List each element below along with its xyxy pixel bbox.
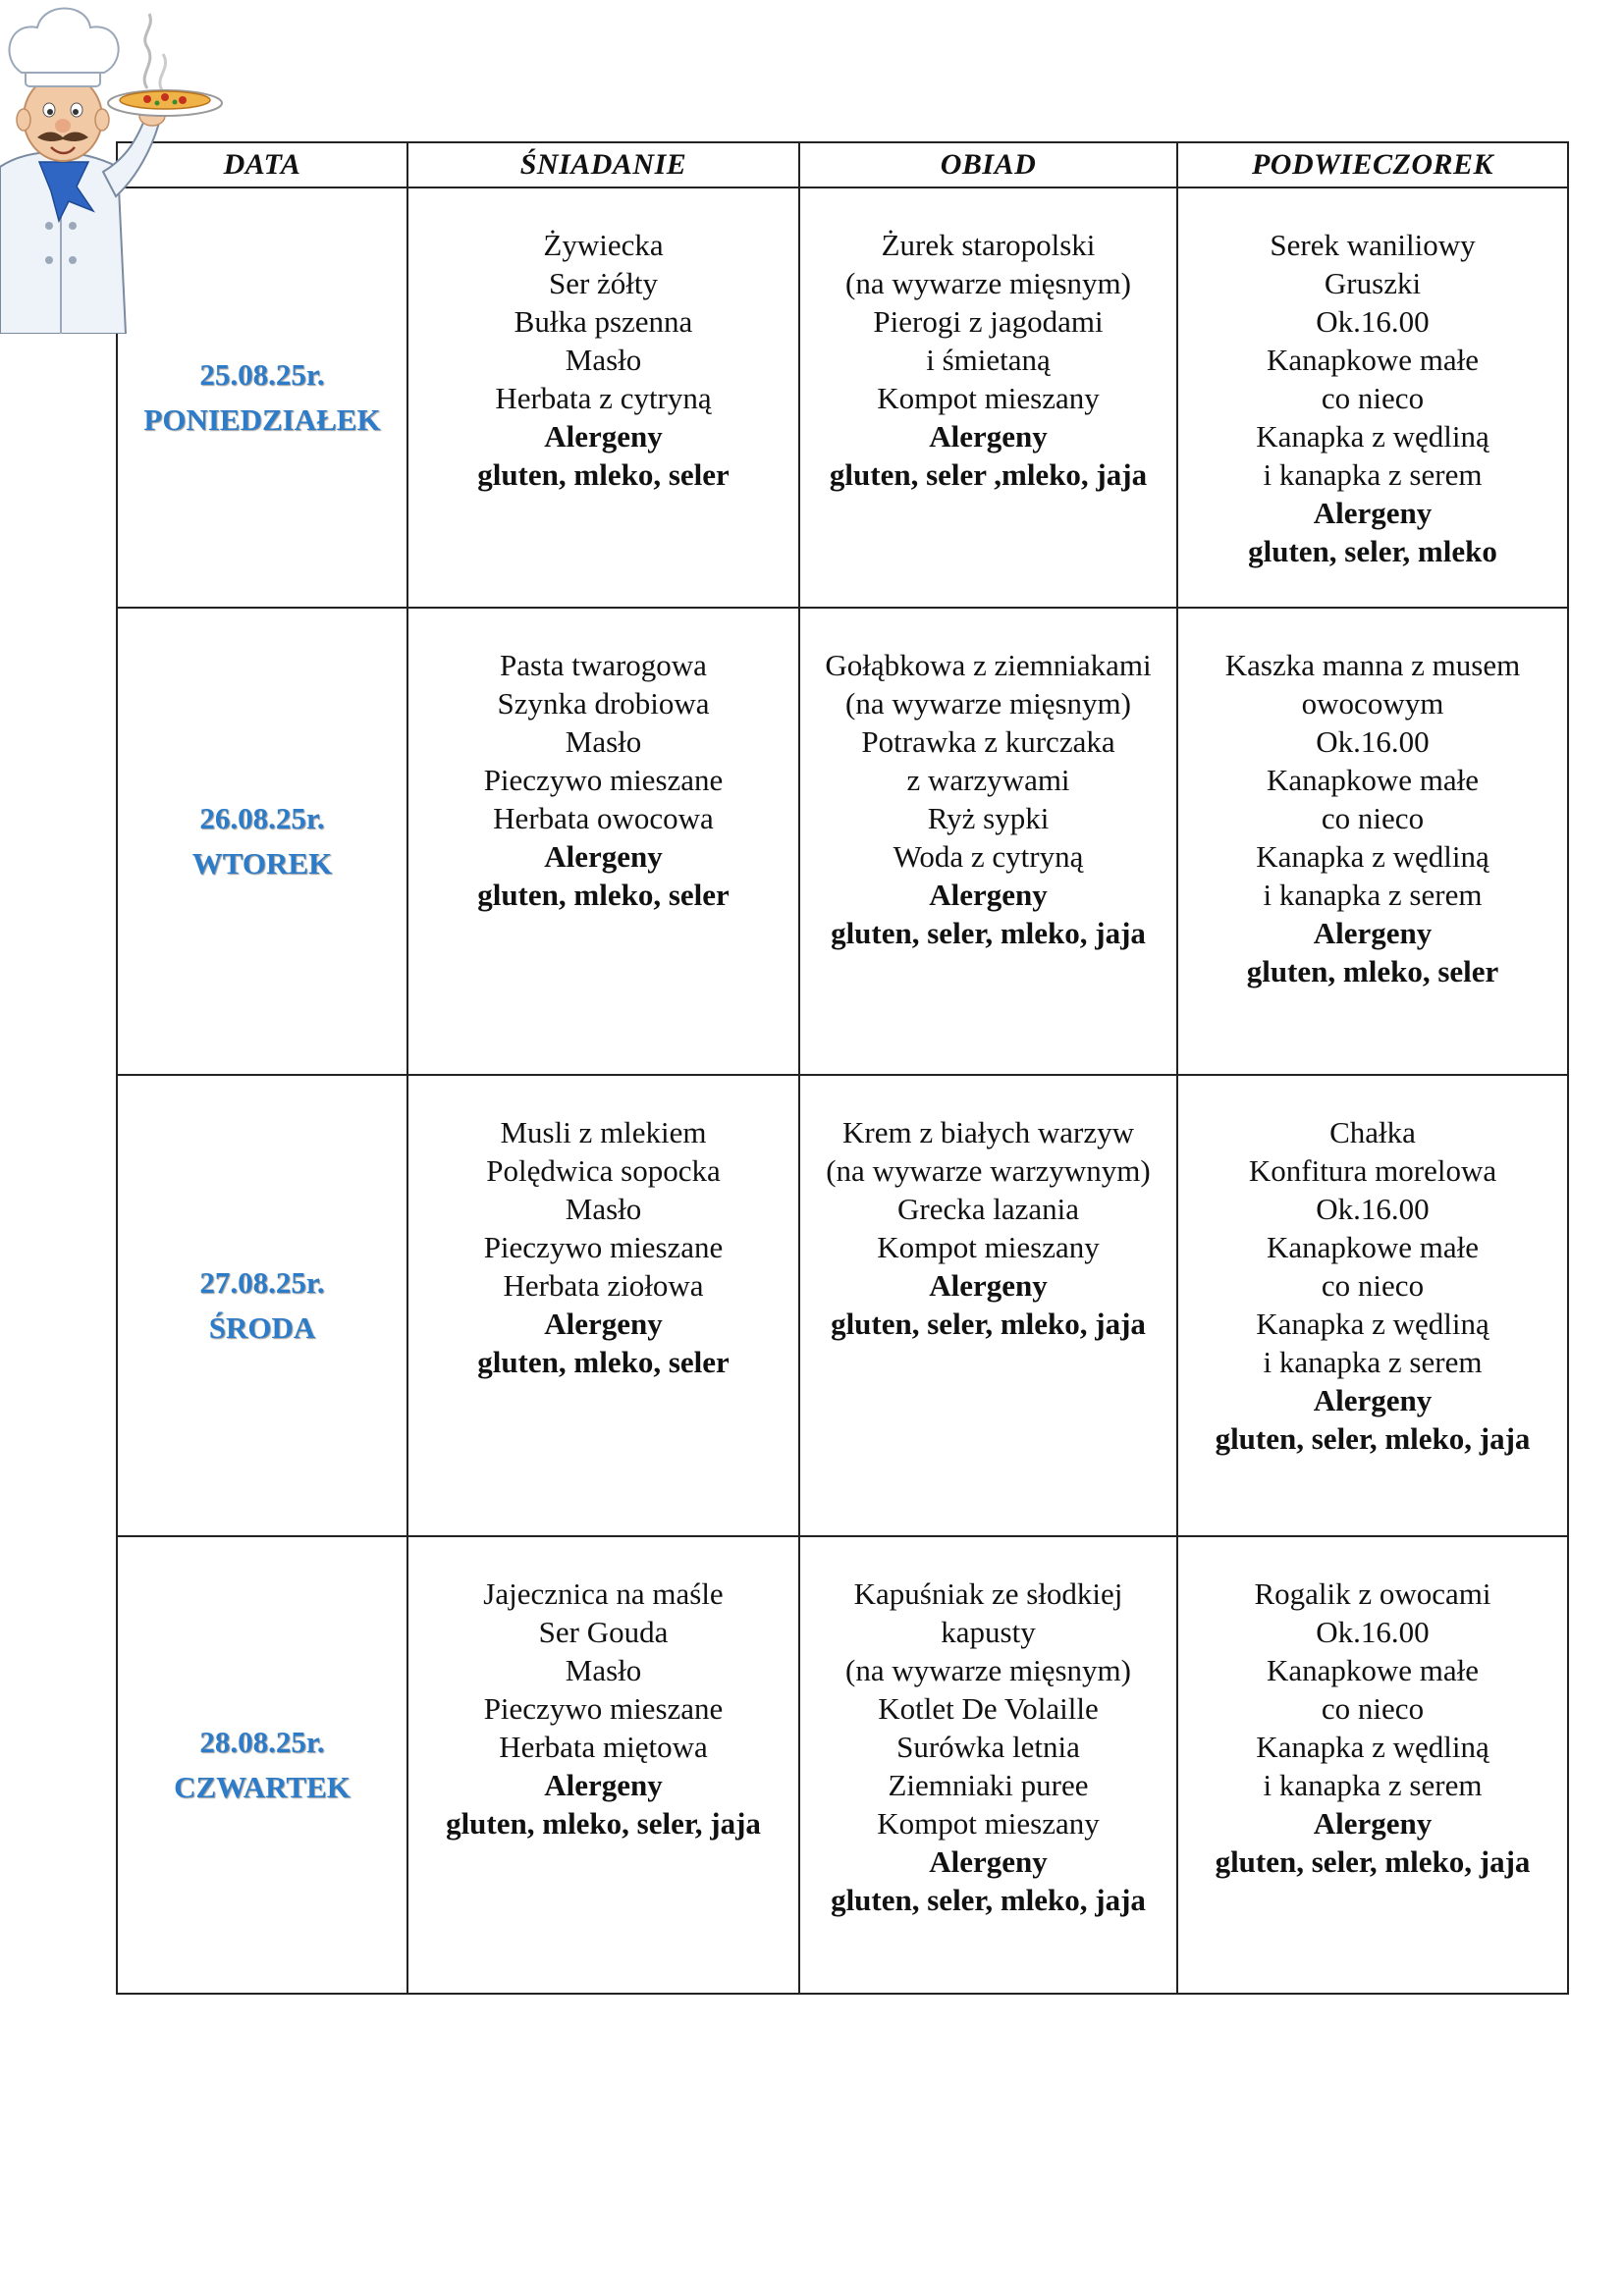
- menu-item: Kotlet De Volaille: [878, 1691, 1099, 1726]
- lunch-cell: [799, 608, 1177, 1075]
- allergen-label: Alergeny: [929, 1268, 1048, 1303]
- day-text: PONIEDZIAŁEK: [143, 402, 381, 437]
- menu-item: Kanapka z wędliną: [1256, 1307, 1489, 1341]
- menu-item: Masło: [565, 1192, 642, 1226]
- menu-item: Musli z mlekiem: [500, 1115, 707, 1149]
- menu-item: Kanapkowe małe: [1266, 763, 1480, 797]
- menu-item: co nieco: [1321, 1691, 1425, 1726]
- date-text: 25.08.25r.: [199, 357, 325, 392]
- allergen-list: gluten, mleko, seler: [477, 1345, 730, 1379]
- allergen-list: gluten, seler, mleko, jaja: [1215, 1844, 1531, 1879]
- menu-item: Kapuśniak ze słodkiej: [853, 1576, 1123, 1611]
- header-lunch: OBIAD: [799, 142, 1177, 187]
- menu-item: Kanapkowe małe: [1266, 1230, 1480, 1264]
- allergen-list: gluten, mleko, seler, jaja: [446, 1806, 761, 1841]
- allergen-label: Alergeny: [1313, 1806, 1433, 1841]
- menu-item: i śmietaną: [926, 343, 1051, 377]
- header-snack: PODWIECZOREK: [1177, 142, 1568, 187]
- menu-item: Kanapka z wędliną: [1256, 419, 1489, 454]
- menu-item: i kanapka z serem: [1263, 457, 1483, 492]
- date-cell: [117, 608, 407, 1075]
- allergen-label: Alergeny: [929, 878, 1048, 912]
- menu-item: co nieco: [1321, 1268, 1425, 1303]
- allergen-list: gluten, seler, mleko, jaja: [831, 1307, 1146, 1341]
- day-text: ŚRODA: [208, 1310, 316, 1345]
- menu-item: Kaszka manna z musem: [1224, 648, 1521, 682]
- menu-item: Gruszki: [1324, 266, 1422, 300]
- table-row: [117, 608, 1568, 1075]
- breakfast-cell: [407, 1075, 799, 1536]
- allergen-list: gluten, mleko, seler: [1246, 954, 1499, 988]
- breakfast-cell: [407, 608, 799, 1075]
- menu-item: Herbata z cytryną: [495, 381, 712, 415]
- allergen-list: gluten, seler, mleko, jaja: [831, 1883, 1146, 1917]
- menu-item: Jajecznica na maśle: [483, 1576, 724, 1611]
- menu-item: Pieczywo mieszane: [483, 1230, 724, 1264]
- breakfast-cell: [407, 1536, 799, 1994]
- allergen-list: gluten, seler ,mleko, jaja: [829, 457, 1148, 492]
- menu-item: kapusty: [941, 1615, 1036, 1649]
- menu-item: Ok.16.00: [1316, 724, 1430, 759]
- menu-item: Ok.16.00: [1316, 1615, 1430, 1649]
- allergen-list: gluten, mleko, seler: [477, 457, 730, 492]
- allergen-label: Alergeny: [544, 1768, 663, 1802]
- snack-cell: [1177, 1536, 1568, 1994]
- date-cell: [117, 1075, 407, 1536]
- menu-item: owocowym: [1301, 686, 1444, 721]
- lunch-cell: [799, 187, 1177, 608]
- menu-item: Herbata miętowa: [499, 1730, 708, 1764]
- menu-item: Rogalik z owocami: [1254, 1576, 1491, 1611]
- menu-item: Kompot mieszany: [877, 1230, 1100, 1264]
- menu-item: z warzywami: [906, 763, 1070, 797]
- menu-item: Kanapka z wędliną: [1256, 1730, 1489, 1764]
- menu-item: Żywiecka: [543, 228, 664, 262]
- menu-table: [116, 141, 1569, 1995]
- day-text: CZWARTEK: [174, 1770, 351, 1804]
- menu-item: Potrawka z kurczaka: [861, 724, 1115, 759]
- menu-item: Ok.16.00: [1316, 1192, 1430, 1226]
- menu-item: Chałka: [1329, 1115, 1416, 1149]
- menu-item: (na wywarze mięsnym): [845, 1653, 1131, 1687]
- menu-item: Herbata ziołowa: [503, 1268, 704, 1303]
- menu-item: Ryż sypki: [927, 801, 1050, 835]
- date-text: 28.08.25r.: [199, 1725, 325, 1759]
- menu-item: Pierogi z jagodami: [873, 304, 1104, 339]
- allergen-list: gluten, mleko, seler: [477, 878, 730, 912]
- header-breakfast: ŚNIADANIE: [407, 142, 799, 187]
- menu-item: Masło: [565, 724, 642, 759]
- menu-item: (na wywarze warzywnym): [826, 1153, 1151, 1188]
- menu-item: Szynka drobiowa: [497, 686, 710, 721]
- menu-item: Polędwica sopocka: [486, 1153, 721, 1188]
- allergen-list: gluten, seler, mleko: [1248, 534, 1497, 568]
- menu-item: Kanapka z wędliną: [1256, 839, 1489, 874]
- menu-item: Pieczywo mieszane: [483, 763, 724, 797]
- menu-item: Żurek staropolski: [881, 228, 1096, 262]
- menu-item: Kompot mieszany: [877, 1806, 1100, 1841]
- allergen-label: Alergeny: [1313, 1383, 1433, 1417]
- lunch-cell: [799, 1536, 1177, 1994]
- header-date: DATA: [117, 142, 407, 187]
- menu-item: Kanapkowe małe: [1266, 1653, 1480, 1687]
- menu-item: co nieco: [1321, 381, 1425, 415]
- menu-item: Konfitura morelowa: [1248, 1153, 1497, 1188]
- menu-item: i kanapka z serem: [1263, 1345, 1483, 1379]
- menu-item: Pieczywo mieszane: [483, 1691, 724, 1726]
- chef-illustration: [0, 0, 226, 334]
- menu-item: Kompot mieszany: [877, 381, 1100, 415]
- allergen-label: Alergeny: [544, 419, 663, 454]
- menu-item: Serek waniliowy: [1270, 228, 1476, 262]
- menu-item: co nieco: [1321, 801, 1425, 835]
- menu-item: Kanapkowe małe: [1266, 343, 1480, 377]
- menu-item: Pasta twarogowa: [500, 648, 707, 682]
- allergen-label: Alergeny: [1313, 496, 1433, 530]
- menu-item: (na wywarze mięsnym): [845, 266, 1131, 300]
- date-text: 26.08.25r.: [199, 801, 325, 835]
- allergen-list: gluten, seler, mleko, jaja: [831, 916, 1146, 950]
- allergen-label: Alergeny: [929, 419, 1048, 454]
- menu-item: Ser żółty: [548, 266, 659, 300]
- menu-item: Ok.16.00: [1316, 304, 1430, 339]
- menu-item: Herbata owocowa: [493, 801, 714, 835]
- allergen-label: Alergeny: [544, 839, 663, 874]
- menu-item: Masło: [565, 1653, 642, 1687]
- menu-item: Gołąbkowa z ziemniakami: [825, 648, 1152, 682]
- lunch-cell: [799, 1075, 1177, 1536]
- allergen-label: Alergeny: [1313, 916, 1433, 950]
- table-row: [117, 187, 1568, 608]
- day-text: WTOREK: [191, 846, 333, 881]
- table-row: [117, 1536, 1568, 1994]
- allergen-label: Alergeny: [929, 1844, 1048, 1879]
- menu-item: Krem z białych warzyw: [842, 1115, 1134, 1149]
- header-row: [117, 142, 1568, 187]
- menu-item: Grecka lazania: [896, 1192, 1079, 1226]
- menu-item: Surówka letnia: [896, 1730, 1080, 1764]
- date-cell: [117, 1536, 407, 1994]
- allergen-list: gluten, seler, mleko, jaja: [1215, 1421, 1531, 1456]
- menu-item: (na wywarze mięsnym): [845, 686, 1131, 721]
- menu-item: Bułka pszenna: [514, 304, 693, 339]
- snack-cell: [1177, 1075, 1568, 1536]
- allergen-label: Alergeny: [544, 1307, 663, 1341]
- date-text: 27.08.25r.: [199, 1265, 325, 1300]
- menu-item: Ziemniaki puree: [888, 1768, 1089, 1802]
- table-row: [117, 1075, 1568, 1536]
- menu-item: Ser Gouda: [538, 1615, 669, 1649]
- menu-item: i kanapka z serem: [1263, 1768, 1483, 1802]
- menu-item: Masło: [565, 343, 642, 377]
- breakfast-cell: [407, 187, 799, 608]
- snack-cell: [1177, 187, 1568, 608]
- menu-item: i kanapka z serem: [1263, 878, 1483, 912]
- snack-cell: [1177, 608, 1568, 1075]
- menu-item: Woda z cytryną: [893, 839, 1084, 874]
